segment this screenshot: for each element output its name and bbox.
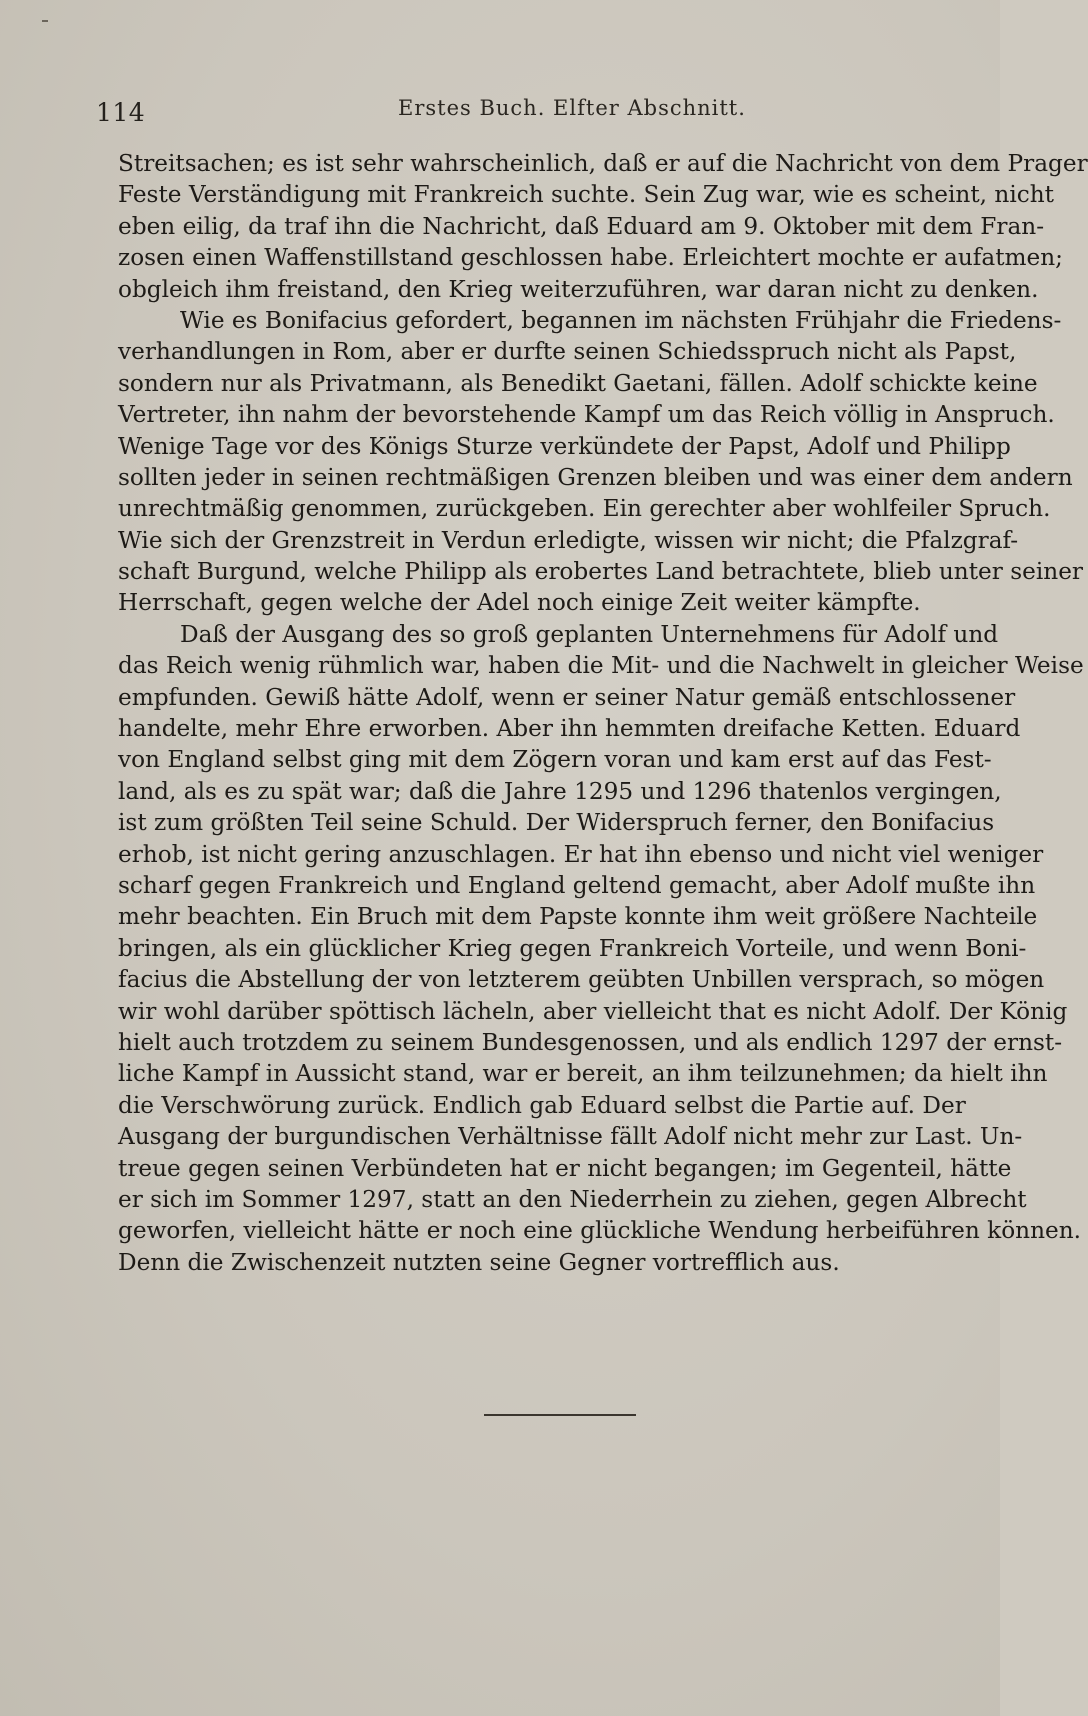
text-line: handelte, mehr Ehre erworben. Aber ihn hemmten dreifache Ketten. Eduard [118, 715, 1021, 743]
text-line: Wie es Bonifacius gefordert, begannen im nächsten Frühjahr die Friedens- [180, 306, 1062, 334]
text-line: geworfen, vielleicht hätte er noch eine glückliche Wendung herbeiführen können. [118, 1217, 1082, 1245]
text-line: sollten jeder in seinen rechtmäßigen Grenzen bleiben und was einer dem andern [118, 463, 1073, 491]
text-line: Streitsachen; es ist sehr wahrscheinlich, daß er auf die Nachricht von dem Prager [118, 150, 1088, 177]
text-line: Vertreter, ihn nahm der bevorstehende Kampf um das Reich völlig in Anspruch. [118, 401, 1055, 429]
text-line: verhandlungen in Rom, aber er durfte seinen Schiedsspruch nicht als Papst, [118, 338, 1017, 366]
text-line: er sich im Sommer 1297, statt an den Niederrhein zu ziehen, gegen Albrecht [118, 1185, 1027, 1213]
text-line: von England selbst ging mit dem Zögern voran und kam erst auf das Fest- [118, 746, 992, 774]
edge-mark [42, 20, 48, 22]
text-line: hielt auch trotzdem zu seinem Bundesgenossen, und als endlich 1297 der ernst- [118, 1028, 1063, 1056]
text-line: mehr beachten. Ein Bruch mit dem Papste konnte ihm weit größere Nachteile [118, 903, 1038, 931]
text-line: sondern nur als Privatmann, als Benedikt Gaetani, fällen. Adolf schickte keine [118, 369, 1038, 397]
text-line: Wenige Tage vor des Königs Sturze verkündete der Papst, Adolf und Philipp [118, 432, 1011, 460]
text-line: obgleich ihm freistand, den Krieg weiterzuführen, war daran nicht zu denken. [118, 275, 1039, 303]
text-line: Herrschaft, gegen welche der Adel noch einige Zeit weiter kämpfte. [118, 589, 921, 617]
text-line: ist zum größten Teil seine Schuld. Der Widerspruch ferner, den Bonifacius [118, 809, 995, 837]
text-line: bringen, als ein glücklicher Krieg gegen Frankreich Vorteile, und wenn Boni- [118, 934, 1027, 962]
text-line: empfunden. Gewiß hätte Adolf, wenn er seiner Natur gemäß entschlossener [118, 683, 1016, 711]
text-line: scharf gegen Frankreich und England geltend gemacht, aber Adolf mußte ihn [118, 871, 1036, 899]
text-line: erhob, ist nicht gering anzuschlagen. Er hat ihn ebenso und nicht viel weniger [118, 840, 1044, 868]
body-text [118, 148, 1088, 1278]
text-line: zosen einen Waffenstillstand geschlossen habe. Erleichtert mochte er aufatmen; [118, 244, 1063, 272]
text-line: Wie sich der Grenzstreit in Verdun erledigte, wissen wir nicht; die Pfalzgraf- [118, 526, 1019, 554]
text-line: eben eilig, da traf ihn die Nachricht, daß Eduard am 9. Oktober mit dem Fran- [118, 212, 1045, 240]
text-line: wir wohl darüber spöttisch lächeln, aber vielleicht that es nicht Adolf. Der König [118, 997, 1068, 1025]
text-line: land, als es zu spät war; daß die Jahre 1295 und 1296 thatenlos vergingen, [118, 777, 1002, 805]
text-line: Ausgang der burgundischen Verhältnisse fällt Adolf nicht mehr zur Last. Un- [118, 1123, 1023, 1151]
text-line: schaft Burgund, welche Philipp als erobertes Land betrachtete, blieb unter seiner [118, 558, 1083, 586]
text-line: das Reich wenig rühmlich war, haben die Mit- und die Nachwelt in gleicher Weise [118, 652, 1084, 680]
text-line: Daß der Ausgang des so groß geplanten Unternehmens für Adolf und [180, 620, 999, 648]
text-line: facius die Abstellung der von letzterem geübten Unbillen versprach, so mögen [118, 966, 1045, 994]
page-number: 114 [96, 98, 146, 127]
text-line: Feste Verständigung mit Frankreich suchte. Sein Zug war, wie es scheint, nicht [118, 181, 1054, 209]
text-line: liche Kampf in Aussicht stand, war er bereit, an ihm teilzunehmen; da hielt ihn [118, 1060, 1048, 1088]
text-line: unrechtmäßig genommen, zurückgeben. Ein gerechter aber wohlfeiler Spruch. [118, 495, 1051, 523]
text-line: Denn die Zwischenzeit nutzten seine Gegner vortrefflich aus. [118, 1248, 840, 1276]
text-line: treue gegen seinen Verbündeten hat er nicht begangen; im Gegenteil, hätte [118, 1154, 1012, 1182]
text-line: die Verschwörung zurück. Endlich gab Eduard selbst die Partie auf. Der [118, 1091, 966, 1119]
section-end-rule [484, 1414, 636, 1416]
running-head: Erstes Buch. Elfter Abschnitt. [398, 96, 746, 120]
